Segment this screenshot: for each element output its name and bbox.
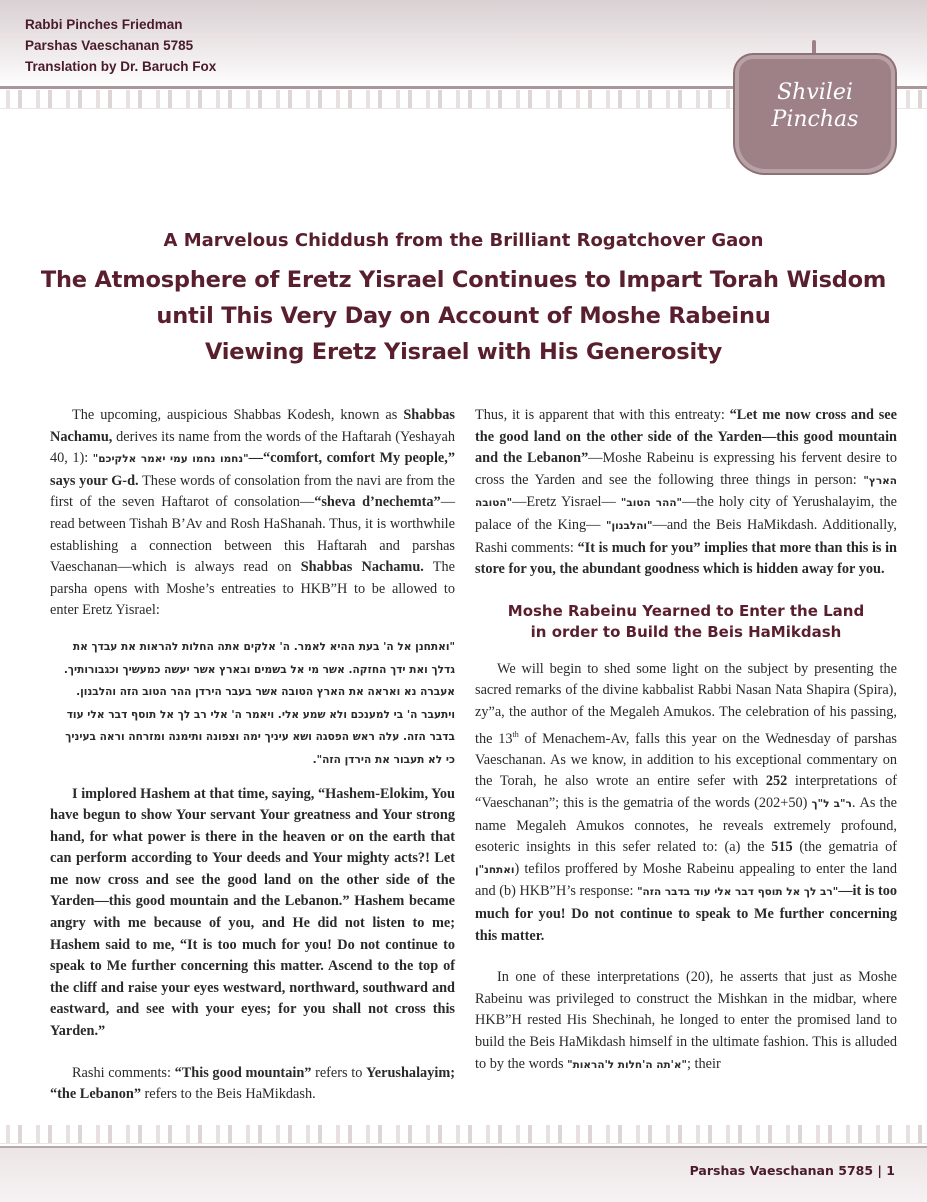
- text: —the holy city of Yerushalayim, the palace of the King—: [475, 494, 897, 533]
- paragraph: [50, 1063, 455, 1106]
- translation-paragraph: [50, 784, 455, 1043]
- hebrew-text: ר"ב ל"ך: [811, 798, 852, 811]
- author-line: Rabbi Pinches Friedman: [25, 17, 183, 32]
- left-column: [50, 405, 455, 1106]
- hebrew-text: "רב לך אל תוסף דבר אלי עוד בדבר הזה": [637, 886, 839, 899]
- title-block: [40, 228, 887, 370]
- text: refers to: [311, 1064, 367, 1081]
- superscript: th: [512, 729, 519, 739]
- main-title: [40, 262, 887, 370]
- text: refers to the Beis HaMikdash.: [140, 1086, 316, 1103]
- hebrew-verse-quote: [50, 636, 455, 772]
- text: The upcoming, auspicious Shabbas Kodesh, known as: [72, 407, 404, 423]
- main-title-line: until This Very Day on Account of Moshe Rabeinu: [156, 303, 771, 329]
- text: —Moshe Rabeinu is expressing his fervent desire to cross the Yarden and see the following three things in person:: [475, 450, 897, 488]
- text: (the gematria of: [792, 839, 897, 856]
- text: derives its name from the words of the Haftarah (Yeshayah 40, 1):: [50, 428, 455, 467]
- text: of Menachem-Av, falls this year on the Wednesday of parshas Vaeschanan. As we know, in addition to his exceptional commentary on the Torah, he also wrote an entire sefer with: [475, 730, 897, 790]
- paragraph: [475, 405, 897, 581]
- text: —Eretz Yisrael—: [512, 494, 621, 511]
- translator-line: Translation by Dr. Baruch Fox: [25, 59, 217, 74]
- hebrew-text: "והלבנון": [606, 519, 653, 532]
- bold-text: Yerushalayim; “the Lebanon”: [50, 1064, 455, 1103]
- bold-text: 252: [765, 773, 788, 790]
- paragraph: [50, 405, 455, 622]
- text: —and the Beis HaMikdash. Additionally, Rashi comments:: [475, 516, 897, 556]
- hebrew-line: ויתעבר ה' בי למענכם ולא שמע אלי. ויאמר ה' אלי רב לך אל תוסף דבר אלי עוד: [66, 708, 455, 721]
- bold-text: Shabbas Nachamu,: [50, 407, 455, 445]
- hebrew-line: אעברה נא ואראה את הארץ הטובה אשר בעבר הירדן ההר הטוב הזה והלבנון.: [76, 686, 455, 699]
- text: In one of these interpretations (20), he asserts that just as Moshe Rabeinu was privileged to construct the Mishkan in the midbar, where HKB”H rested His Shechinah, he longed to enter the promised land to build the Beis HaMikdash himself in the ultimate fashion. This is alluded to by the words: [475, 969, 897, 1072]
- bold-text: 515: [771, 839, 793, 856]
- hebrew-text: "נחמו נחמו עמי יאמר אלקיכם": [92, 453, 249, 466]
- section-heading-line: in order to Build the Beis HaMikdash: [530, 622, 842, 641]
- bold-text: Shabbas Nachamu.: [300, 559, 424, 576]
- hebrew-line: "ואתחנן אל ה' בעת ההיא לאמר. ה' אלקים אתה החלות להראות את עבדך את: [72, 640, 455, 653]
- right-column: [475, 405, 897, 1076]
- text: Thus, it is apparent that with this entreaty:: [475, 407, 730, 423]
- logo-line-1: Shvilei: [777, 80, 853, 105]
- bold-text: —it is too much for you! Do not continue to speak to Me further concerning this matter.: [475, 883, 897, 944]
- bold-text: “Let me now cross and see the good land on the other side of the Yarden—this good mountain and the Lebanon”: [475, 407, 898, 467]
- text: Rashi comments:: [72, 1064, 175, 1081]
- bold-text: “This good mountain”: [174, 1064, 312, 1081]
- bold-text: —“comfort, comfort My people,” says your G-d.: [50, 450, 456, 489]
- ornamental-border-bottom: [0, 1125, 927, 1144]
- text: ) tefilos proffered by Moshe Rabeinu appealing to enter the land and (b) HKB”H’s response:: [475, 860, 897, 900]
- hebrew-text: "הארץ הטובה": [475, 474, 897, 510]
- page-footer: Parshas Vaeschanan 5785 | 1: [689, 1163, 895, 1178]
- text: These words of consolation from the navi are from the first of the seven Haftarot of consolation—: [50, 472, 455, 511]
- text: ; their: [686, 1055, 721, 1072]
- paragraph: [475, 967, 897, 1076]
- parsha-line: Parshas Vaeschanan 5785: [25, 38, 194, 53]
- bold-text: “sheva d’nechemta”: [314, 494, 441, 511]
- section-heading: [475, 601, 897, 643]
- bold-text: “It is much for you” implies that more than this is in store for you, the abundant goodness which is hidden away for you.: [475, 539, 898, 578]
- hebrew-line: בדבר הזה. עלה ראש הפסגה ושא עיניך ימה וצפונה ותימנה ומזרחה וראה בעיניך: [65, 731, 455, 744]
- header-info: [25, 14, 216, 77]
- text: (202+50). As the name Megaleh Amukos connotes, he reveals extremely profound, esoteric insights in this sefer related to: (a) the: [475, 795, 898, 856]
- text: interpretations of “Vaeschanan”; this is the gematria of the words: [475, 773, 897, 812]
- hebrew-text: "א'תה ה'חלות ל'הראות": [567, 1058, 687, 1071]
- text: —read between Tishah B’Av and Rosh HaShanah. Thus, it is worthwhile establishing a connection between this Haftarah and parshas Vaeschanan—which is always read on: [50, 494, 456, 576]
- hebrew-text: "ההר הטוב": [620, 497, 683, 510]
- text: The parsha opens with Moshe’s entreaties to HKB”H to be allowed to enter Eretz Yisrael:: [50, 559, 456, 619]
- main-title-line: The Atmosphere of Eretz Yisrael Continues to Impart Torah Wisdom: [40, 267, 887, 293]
- subtitle: A Marvelous Chiddush from the Brilliant Rogatchover Gaon: [163, 230, 764, 251]
- hebrew-line: כי לא תעבור את הירדן הזה".: [312, 753, 455, 766]
- logo-line-2: Pinchas: [771, 107, 859, 132]
- hebrew-line: גדלך ואת ידך החזקה. אשר מי אל בשמים ובארץ אשר יעשה כמעשיך וכגבורותיך.: [63, 663, 455, 676]
- shvilei-pinchas-logo: [735, 55, 895, 173]
- bold-text: I implored Hashem at that time, saying, “Hashem-Elokim, You have begun to show Your servant Your greatness and Your strong hand, for what power is there in the heaven or on the earth that can perform according to Your deeds and Your mighty acts?! Let me now cross and see the good land on the other side of the Yarden—this good mountain and the Lebanon.” Hashem became angry with me because of you, and He did not listen to me; Hashem said to me, “It is too much for you! Do not continue to speak to Me further concerning this matter. Ascend to the top of the cliff and raise your eyes westward, northward, southward and eastward, and see with your eyes; for you shall not cross this Yarden.”: [50, 785, 455, 1040]
- text: We will begin to shed some light on the subject by presenting the sacred remarks of the divine kabbalist Rabbi Nasan Nata Shapira (Spira), zy”a, the author of the Megaleh Amukos. The celebration of his passing, the 13: [475, 660, 897, 747]
- section-heading-line: Moshe Rabeinu Yearned to Enter the Land: [507, 601, 865, 620]
- main-title-line: Viewing Eretz Yisrael with His Generosity: [204, 339, 723, 365]
- hebrew-text: ואתחנ"ן: [475, 863, 515, 876]
- paragraph: [475, 659, 897, 947]
